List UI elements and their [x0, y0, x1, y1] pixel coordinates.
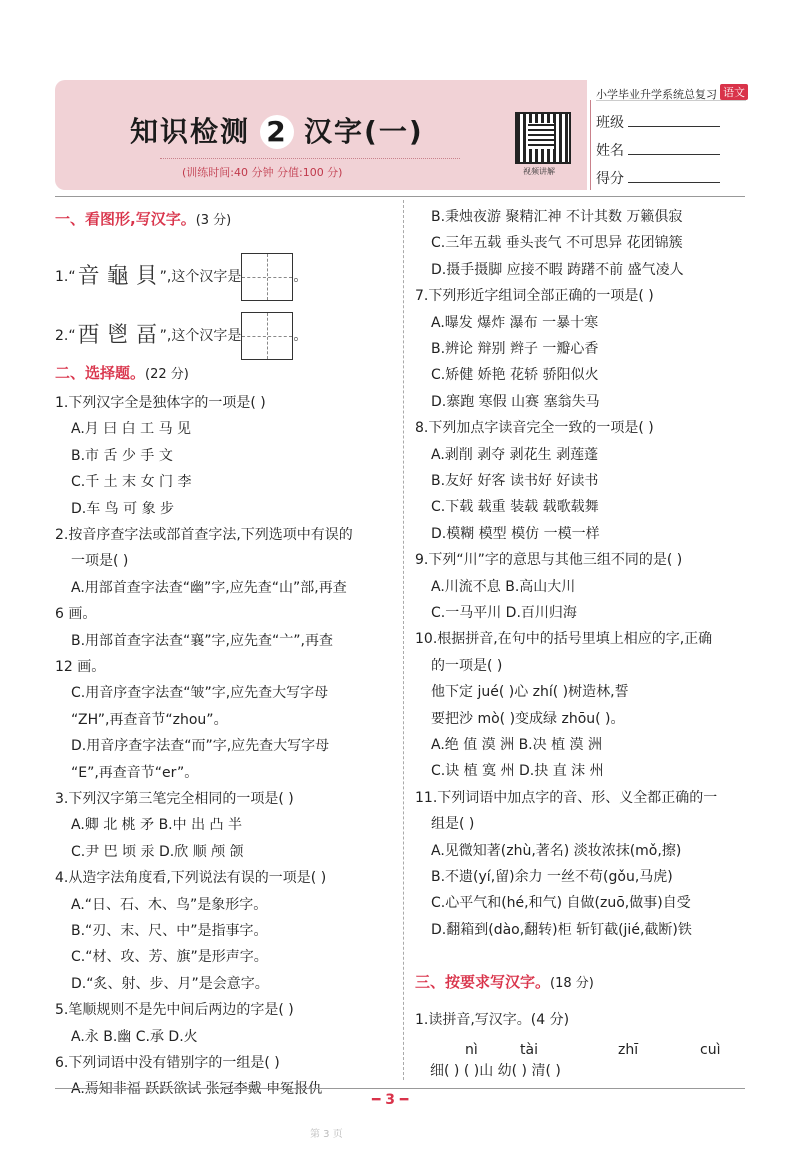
section-3-points: (18 分)	[550, 976, 594, 991]
class-label: 班级	[596, 115, 624, 131]
left-lines-line: A.用部首查字法查“幽”字,应先查“山”部,再查	[71, 579, 347, 596]
s1-question-2	[55, 312, 307, 360]
fill-in-blanks[interactable]: 细( ) ( )山 幼( ) 清( )	[430, 1063, 561, 1079]
header-bottom-rule	[55, 196, 745, 197]
right-lines-line: D.摄手摄脚 应接不暇 踌躇不前 盛气凌人	[431, 261, 684, 278]
training-time-info: (训练时间:40 分钟 分值:100 分)	[182, 166, 343, 179]
right-lines-line: 组是( )	[431, 816, 475, 833]
section-2-points: (22 分)	[145, 367, 189, 382]
left-lines-line: A.“日、石、木、鸟”是象形字。	[71, 896, 268, 913]
footer-note: 第 3 页	[310, 1129, 343, 1140]
score-field[interactable]	[596, 168, 720, 188]
left-lines-line: 2.按音序查字法或部首查字法,下列选项中有误的	[55, 527, 353, 543]
right-lines-line: B.友好 好客 读书好 好读书	[431, 473, 599, 489]
right-lines-line: B.秉烛夜游 聚精汇神 不计其数 万籁俱寂	[431, 209, 683, 225]
right-lines-line: D.翻箱到(dào,翻转)柜 斩钉截(jié,截断)铁	[431, 921, 692, 938]
score-blank[interactable]	[628, 182, 720, 183]
section-1-heading	[55, 208, 231, 229]
left-lines-line: 12 画。	[55, 659, 106, 675]
left-lines-line: B.市 舌 少 手 文	[71, 447, 173, 464]
right-lines-line: A.川流不息 B.高山大川	[431, 578, 576, 595]
right-lines-line: 10.根据拼音,在句中的括号里填上相应的字,正确	[415, 631, 713, 648]
left-lines-line: A.焉知非福 跃跃欲试 张冠李戴 申冤报仇	[71, 1081, 323, 1098]
column-divider	[403, 200, 404, 1080]
right-lines-line: D.模糊 模型 模仿 一模一样	[431, 525, 600, 542]
right-lines-line: C.三年五载 垂头丧气 不可思异 花团锦簇	[431, 235, 683, 252]
right-lines-line: 的一项是( )	[431, 657, 503, 674]
left-lines-line: D.“炙、射、步、月”是会意字。	[71, 975, 269, 992]
left-lines-line: 1.下列汉字全是独体字的一项是( )	[55, 395, 266, 411]
right-lines-line: B.不遗(yí,留)余力 一丝不苟(gǒu,马虎)	[431, 869, 673, 885]
right-lines-line: A.剥削 剥夺 剥花生 剥莲蓬	[431, 446, 599, 463]
right-lines-line: 8.下列加点字读音完全一致的一项是( )	[415, 420, 654, 437]
book-series-label: 小学毕业升学系统总复习	[596, 88, 717, 101]
pinyin-1: nì	[465, 1042, 478, 1058]
title-part-a: 知识检测	[130, 115, 251, 148]
right-lines-line: C.下载 载重 装载 载歌载舞	[431, 499, 599, 516]
right-lines-line: 9.下列“川”字的意思与其他三组不同的是( )	[415, 552, 683, 569]
right-lines-line: C.心平气和(hé,和气) 自做(zuō,做事)自受	[431, 895, 691, 912]
pinyin-3: zhī	[618, 1042, 639, 1058]
score-label: 得分	[596, 171, 624, 187]
s3-question-1: 1.读拼音,写汉字。(4 分)	[415, 1012, 570, 1028]
right-lines-line: A.曝发 爆炸 瀑布 一暴十寒	[431, 314, 599, 331]
page-title	[130, 110, 424, 150]
section-1-points: (3 分)	[195, 213, 232, 228]
right-lines-line: C.诀 植 寞 州 D.抉 直 沫 州	[431, 763, 604, 780]
right-lines-line: A.见微知著(zhù,著名) 淡妆浓抹(mǒ,擦)	[431, 842, 682, 859]
page-number: ━ 3 ━	[372, 1092, 409, 1108]
left-lines-line: B.“刃、末、尺、中”是指事字。	[71, 923, 268, 939]
left-lines-line: C.千 土 末 女 门 李	[71, 474, 192, 491]
title-part-b: 汉字(一)	[304, 115, 424, 148]
right-lines-line: A.绝 值 漠 洲 B.决 植 漠 洲	[431, 737, 602, 753]
answer-box-1[interactable]	[241, 253, 293, 301]
class-field[interactable]	[596, 112, 720, 132]
qr-code-pattern	[528, 123, 554, 149]
left-lines-line: 一项是( )	[71, 553, 129, 570]
pinyin-4: cuì	[700, 1042, 721, 1058]
left-lines-line: 5.笔顺规则不是先中间后两边的字是( )	[55, 1002, 294, 1019]
q1-end: 。	[293, 269, 308, 285]
left-lines-line: 6 画。	[55, 606, 97, 623]
right-lines-line: 7.下列形近字组词全部正确的一项是( )	[415, 288, 654, 305]
section-2-title: 二、选择题。	[55, 364, 146, 382]
left-lines-line: C.尹 巴 顷 汞 D.欣 顺 颅 颌	[71, 843, 244, 860]
left-lines-line: 4.从造字法角度看,下列说法有误的一项是( )	[55, 870, 327, 887]
right-lines-line: 11.下列词语中加点字的音、形、义全都正确的一	[415, 789, 718, 806]
section-1-title: 一、看图形,写汉字。	[55, 210, 196, 228]
q2-open-quote: 2.“	[55, 328, 76, 344]
name-field[interactable]	[596, 140, 720, 160]
right-lines-line: 要把沙 mò( )变成绿 zhōu( )。	[431, 710, 625, 727]
q2-prompt: ”,这个汉字是	[159, 328, 242, 344]
left-lines-line: C.用音序查字法查“皱”字,应先查大写字母	[71, 685, 329, 702]
left-lines-line: D.车 鸟 可 象 步	[71, 500, 175, 517]
right-lines-line: C.一马平川 D.百川归海	[431, 605, 577, 621]
title-number-badge: 2	[260, 115, 294, 149]
answer-box-2[interactable]	[241, 312, 293, 360]
section-3-title: 三、按要求写汉字。	[415, 973, 551, 991]
subject-badge: 语文	[720, 84, 748, 100]
left-lines-line: D.用音序查字法查“而”字,应先查大写字母	[71, 738, 330, 755]
left-lines-line: 3.下列汉字第三笔完全相同的一项是( )	[55, 791, 294, 807]
footer-rule	[55, 1088, 745, 1089]
left-lines-line: A.月 曰 白 工 马 见	[71, 421, 192, 438]
left-lines-line: A.卿 北 桃 矛 B.中 出 凸 半	[71, 817, 242, 834]
left-lines-line: C.“材、攻、芳、旗”是形声字。	[71, 949, 268, 966]
q1-prompt: ”,这个汉字是	[159, 269, 242, 285]
ancient-fish-glyph-icon: ⾳ 龜 貝	[77, 264, 158, 289]
right-lines-line: D.寨跑 寒假 山赛 塞翁失马	[431, 393, 600, 410]
s1-question-1	[55, 253, 307, 301]
q2-end: 。	[293, 328, 308, 344]
left-lines-line: “ZH”,再查音节“zhou”。	[71, 711, 228, 728]
right-lines-line: B.辨论 辩别 辫子 一瓣心香	[431, 341, 599, 357]
pinyin-2: tài	[520, 1042, 538, 1058]
name-blank[interactable]	[628, 154, 720, 155]
ancient-vessel-glyph-icon: 酉 鬯 畐	[77, 323, 158, 348]
section-2-heading	[55, 362, 189, 383]
right-lines-line: 他下定 jué( )心 zhí( )树造林,誓	[431, 684, 629, 701]
left-lines-line: “E”,再查音节“er”。	[71, 764, 199, 781]
right-lines-line: C.矫健 娇艳 花轿 骄阳似火	[431, 367, 599, 384]
class-blank[interactable]	[628, 126, 720, 127]
banner-divider	[160, 158, 460, 159]
header-vertical-rule	[590, 100, 591, 190]
section-3-heading	[415, 971, 594, 992]
name-label: 姓名	[596, 143, 624, 159]
qr-caption: 视频讲解	[523, 167, 555, 176]
left-lines-line: 6.下列词语中没有错别字的一组是( )	[55, 1055, 280, 1071]
q1-open-quote: 1.“	[55, 269, 76, 285]
left-lines-line: B.用部首查字法查“襄”字,应先查“亠”,再查	[71, 632, 333, 649]
left-lines-line: A.永 B.幽 C.承 D.火	[71, 1028, 198, 1045]
